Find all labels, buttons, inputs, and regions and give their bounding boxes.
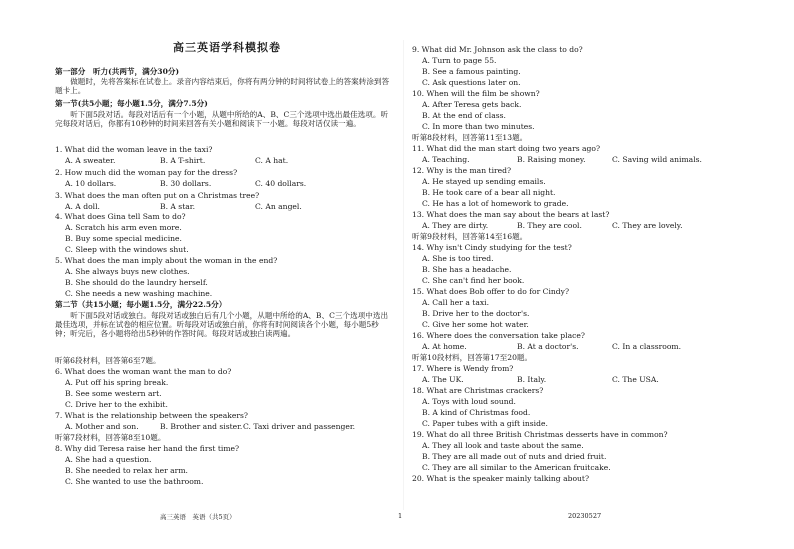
option-17a: A. The UK. — [422, 375, 464, 384]
option-1a: A. A sweater. — [65, 156, 116, 165]
option-19c: C. They are all similar to the American fruitcake. — [422, 463, 611, 472]
option-11c: C. Saving wild animals. — [612, 155, 702, 164]
option-19b: B. They are all made out of nuts and dried fruit. — [422, 452, 607, 461]
option-18b: B. A kind of Christmas food. — [422, 408, 531, 417]
question-14: 14. Why isn't Cindy studying for the test? — [412, 243, 572, 252]
option-8b: B. She needed to relax her arm. — [65, 466, 188, 475]
option-9a: A. Turn to page 55. — [422, 56, 497, 65]
option-2a: A. 10 dollars. — [65, 179, 117, 188]
option-6a: A. Put off his spring break. — [65, 378, 169, 387]
option-8a: A. She had a question. — [65, 455, 152, 464]
option-13a: A. They are dirty. — [422, 221, 489, 230]
option-6b: B. See some western art. — [65, 389, 162, 398]
question-1: 1. What did the woman leave in the taxi? — [55, 145, 213, 154]
option-3b: B. A star. — [160, 202, 195, 211]
option-10c: C. In more than two minutes. — [422, 122, 535, 131]
question-8: 8. Why did Teresa raise her hand the first time? — [55, 444, 240, 453]
part1-heading: 第一部分 听力(共两节，满分30分) — [55, 67, 180, 76]
listen-note-10: 听第10段材料，回答第17至20题。 — [412, 353, 533, 362]
listen-note-6: 听第6段材料，回答第6至7题。 — [55, 356, 161, 365]
question-11: 11. What did the man start doing two years ago? — [412, 144, 601, 153]
option-2c: C. 40 dollars. — [255, 179, 307, 188]
option-13c: C. They are lovely. — [612, 221, 683, 230]
option-8c: C. She wanted to use the bathroom. — [65, 477, 204, 486]
question-7: 7. What is the relationship between the speakers? — [55, 411, 248, 420]
option-15a: A. Call her a taxi. — [422, 298, 489, 307]
question-6: 6. What does the woman want the man to do? — [55, 367, 232, 376]
option-7c: C. Taxi driver and passenger. — [243, 422, 356, 431]
option-10b: B. At the end of class. — [422, 111, 506, 120]
option-17c: C. The USA. — [612, 375, 659, 384]
option-10a: A. After Teresa gets back. — [422, 100, 522, 109]
option-3c: C. An angel. — [255, 202, 302, 211]
option-16a: A. At home. — [422, 342, 467, 351]
option-16b: B. At a doctor's. — [517, 342, 579, 351]
page-title: 高三英语学科模拟卷 — [173, 41, 281, 54]
exam-code: 20230527 — [568, 512, 602, 520]
question-20: 20. What is the speaker mainly talking about? — [412, 474, 590, 483]
option-3a: A. A doll. — [65, 202, 100, 211]
listen-note-8: 听第8段材料，回答第11至13题。 — [412, 133, 528, 142]
question-12: 12. Why is the man tired? — [412, 166, 512, 175]
option-4a: A. Scratch his arm even more. — [65, 223, 182, 232]
part1-intro: 做题时，先将答案标在试卷上。录音内容结束后，你将有两分钟的时间将试卷上的答案转涂到答题卡上。 — [55, 77, 390, 95]
question-4: 4. What does Gina tell Sam to do? — [55, 212, 186, 221]
option-12b: B. He took care of a bear all night. — [422, 188, 556, 197]
option-13b: B. They are cool. — [517, 221, 582, 230]
option-2b: B. 30 dollars. — [160, 179, 212, 188]
option-18c: C. Paper tubes with a gift inside. — [422, 419, 548, 428]
option-4c: C. Sleep with the windows shut. — [65, 245, 189, 254]
question-10: 10. When will the film be shown? — [412, 89, 540, 98]
option-14c: C. She can't find her book. — [422, 276, 525, 285]
option-5c: C. She needs a new washing machine. — [65, 289, 213, 298]
question-2: 2. How much did the woman pay for the dress? — [55, 168, 238, 177]
option-18a: A. Toys with loud sound. — [422, 397, 516, 406]
question-19: 19. What do all three British Christmas desserts have in common? — [412, 430, 668, 439]
question-18: 18. What are Christmas crackers? — [412, 386, 544, 395]
option-15c: C. Give her some hot water. — [422, 320, 529, 329]
option-11a: A. Teaching. — [422, 155, 470, 164]
listen-note-7: 听第7段材料，回答第8至10题。 — [55, 433, 166, 442]
option-1c: C. A hat. — [255, 156, 289, 165]
option-15b: B. Drive her to the doctor's. — [422, 309, 530, 318]
option-7b: B. Brother and sister. — [160, 422, 243, 431]
option-5b: B. She should do the laundry herself. — [65, 278, 208, 287]
option-7a: A. Mother and son. — [65, 422, 139, 431]
option-19a: A. They all look and taste about the same. — [422, 441, 584, 450]
section2-intro: 听下面5段对话或独白。每段对话或独白后有几个小题，从题中所给的A、B、C三个选项中选出最佳选项，并标在试卷的相应位置。听每段对话或独白前，你将有时间阅读各个小题，每小题5秒钟；听完后，各小题将给出5秒钟的作答时间。每段对话或独白读两遍。 — [55, 311, 389, 338]
option-5a: A. She always buys new clothes. — [65, 267, 190, 276]
option-4b: B. Buy some special medicine. — [65, 234, 182, 243]
question-15: 15. What does Bob offer to do for Cindy? — [412, 287, 570, 296]
section2-heading: 第二节（共15小题；每小题1.5分，满分22.5分） — [55, 300, 227, 309]
option-1b: B. A T-shirt. — [160, 156, 206, 165]
option-12c: C. He has a lot of homework to grade. — [422, 199, 569, 208]
option-9b: B. See a famous painting. — [422, 67, 521, 76]
option-12a: A. He stayed up sending emails. — [422, 177, 546, 186]
section1-intro: 听下面5段对话。每段对话后有一个小题，从题中所给的A、B、C三个选项中选出最佳选项。听完每段对话后，你都有10秒钟的时间来回答有关小题和阅读下一小题。每段对话仅读一遍。 — [55, 110, 389, 128]
footer-left: 高三英语 英语（共5页） — [160, 513, 236, 521]
option-14a: A. She is too tired. — [422, 254, 494, 263]
section1-heading: 第一节(共5小题；每小题1.5分，满分7.5分) — [55, 99, 208, 108]
option-9c: C. Ask questions later on. — [422, 78, 521, 87]
question-9: 9. What did Mr. Johnson ask the class to do? — [412, 45, 583, 54]
option-17b: B. Italy. — [517, 375, 547, 384]
question-16: 16. Where does the conversation take place? — [412, 331, 585, 340]
question-13: 13. What does the man say about the bears at last? — [412, 210, 610, 219]
option-14b: B. She has a headache. — [422, 265, 512, 274]
option-11b: B. Raising money. — [517, 155, 586, 164]
listen-note-9: 听第9段材料，回答第14至16题。 — [412, 232, 528, 241]
column-divider — [403, 40, 404, 510]
question-3: 3. What does the man often put on a Christmas tree? — [55, 191, 260, 200]
question-17: 17. Where is Wendy from? — [412, 364, 514, 373]
option-6c: C. Drive her to the exhibit. — [65, 400, 168, 409]
question-5: 5. What does the man imply about the woman in the end? — [55, 256, 278, 265]
page-number: 1 — [398, 512, 403, 520]
option-16c: C. In a classroom. — [612, 342, 682, 351]
